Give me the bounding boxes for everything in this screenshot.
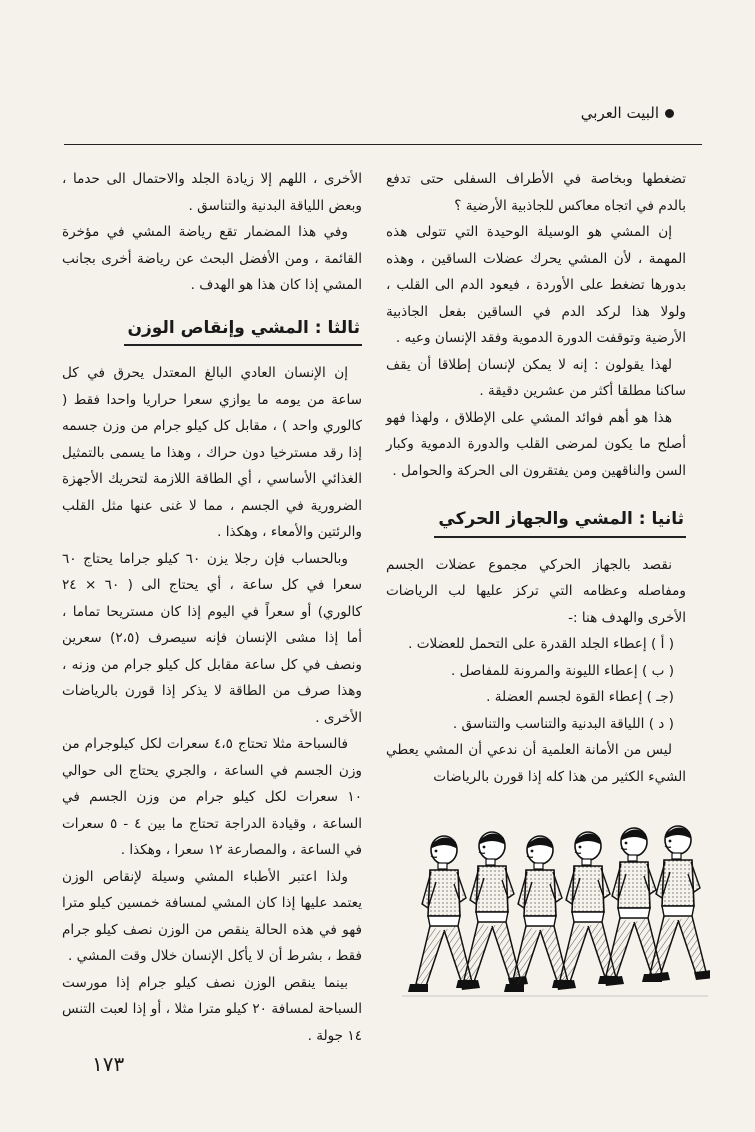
page-number: ١٧٣ bbox=[92, 1052, 125, 1076]
list-item: ( ب ) إعطاء الليونة والمرونة للمفاصل . bbox=[451, 662, 674, 679]
list-item: (جـ ) إعطاء القوة لجسم العضلة . bbox=[486, 689, 674, 705]
running-header bbox=[64, 100, 684, 130]
paragraph: تضغطها وبخاصة في الأطراف السفلى حتى تدفع بالدم في اتجاه معاكس للجاذبية الأرضية ؟ bbox=[386, 171, 686, 214]
paragraph: بينما ينقص الوزن نصف كيلو جرام إذا مورست السباحة لمسافة ٢٠ كيلو مترا مثلا ، أو إذا لعبت التنس ١٤ جولة . bbox=[62, 974, 362, 1044]
header-title-text: البيت العربي bbox=[580, 104, 659, 122]
bullet-icon bbox=[665, 109, 674, 118]
paragraph: وفي هذا المضمار تقع رياضة المشي في مؤخرة القائمة ، ومن الأفضل البحث عن رياضة أخرى بجانب المشي إذا كان هذا هو الهدف . bbox=[62, 224, 362, 293]
walking-men-illustration bbox=[392, 820, 710, 1020]
list-item: ( أ ) إعطاء الجلد القدرة على التحمل للعضلات . bbox=[408, 636, 674, 652]
left-column bbox=[62, 166, 362, 1049]
paragraph: ليس من الأمانة العلمية أن ندعي أن المشي يعطي الشيء الكثير من هذا كله إذا قورن بالرياضات bbox=[386, 742, 686, 785]
header-rule bbox=[64, 144, 702, 145]
paragraph: لهذا يقولون : إنه لا يمكن لإنسان إطلاقا أن يقف ساكنا مطلقا أكثر من عشرين دقيقة . bbox=[386, 356, 686, 399]
section-heading-3: ثالثا : المشي وإنقاص الوزن bbox=[124, 315, 362, 347]
paragraph: إن الإنسان العادي البالغ المعتدل يحرق في كل ساعة من يومه ما يوازي سعرا حراريا واحدا فقط ( كالوري واحد ) ، مقابل كل كيلو جرام من وزن جسمه إذا رقد مسترخيا دون حراك ، وهذا ما يسمى بالتمثيل الغذائي الأساسي ، أي الطاقة اللازمة لتحريك الأجهزة الضرورية في الجسم ، مما لا غنى عنها مثل القلب والرئتين والأمعاء ، وهكذا . bbox=[62, 365, 362, 540]
right-column bbox=[386, 166, 686, 790]
list-item: ( د ) اللياقة البدنية والتناسب والتناسق . bbox=[452, 715, 674, 732]
paragraph: نقصد بالجهاز الحركي مجموع عضلات الجسم ومفاصله وعظامه التي تركز عليها لب الرياضات الأخرى والهدف هنا :- bbox=[386, 556, 686, 626]
paragraph: إن المشي هو الوسيلة الوحيدة التي تتولى هذه المهمة ، لأن المشي يحرك عضلات الساقين ، وهذه بدورها تضغط على الأوردة ، فيعود الدم الى القلب ، ولولا هذا لركد الدم في الساقين بفعل الجاذبية الأرضية وتوقفت الدورة الدموية وفقد الإنسان وعيه . bbox=[386, 224, 686, 346]
paragraph: وبالحساب فإن رجلا يزن ٦٠ كيلو جراما يحتاج ٦٠ سعرا في كل ساعة ، أي يحتاج الى ( ٦٠ × ٢٤ كالوري) أو سعراً في اليوم إذا كان مستريحا تماما ، أما إذا مشى الإنسان فإنه سيصرف (٢،٥) سعرين ونصف في كل ساعة مقابل كل كيلو جرام من وزنه ، وهذا صرف من الطاقة لا يذكر إذا قورن بالرياضات الأخرى . bbox=[62, 550, 362, 726]
paragraph: هذا هو أهم فوائد المشي على الإطلاق ، ولهذا فهو أصلح ما يكون لمرضى القلب والدورة الدموية وكبار السن والناقهين ومن يفتقرون الى الحركة والحوامل . bbox=[386, 409, 686, 479]
paragraph: ولذا اعتبر الأطباء المشي وسيلة لإنقاص الوزن يعتمد عليها إذا كان المشي لمسافة خمسين كيلو مترا فهو في هذه الحالة ينقص من الوزن نصف كيلو جرام فقط ، بشرط أن لا يأكل الإنسان خلال وقت المشي . bbox=[62, 868, 362, 964]
header-title bbox=[581, 104, 674, 122]
section-heading-2: ثانيا : المشي والجهاز الحركي bbox=[434, 506, 686, 538]
paragraph: الأخرى ، اللهم إلا زيادة الجلد والاحتمال الى حدما ، وبعض اللياقة البدنية والتناسق . bbox=[62, 171, 362, 214]
paragraph: فالسباحة مثلا تحتاج ٤،٥ سعرات لكل كيلوجرام من وزن الجسم في الساعة ، والجري يحتاج الى حوالي ١٠ سعرات لكل كيلو جرام من وزن الجسم في الساعة ، وقيادة الدراجة تحتاج ما بين ٤ - ٥ سعرات في الساعة ، والمصارعة ١٢ سعرا ، وهكذا . bbox=[62, 736, 362, 858]
